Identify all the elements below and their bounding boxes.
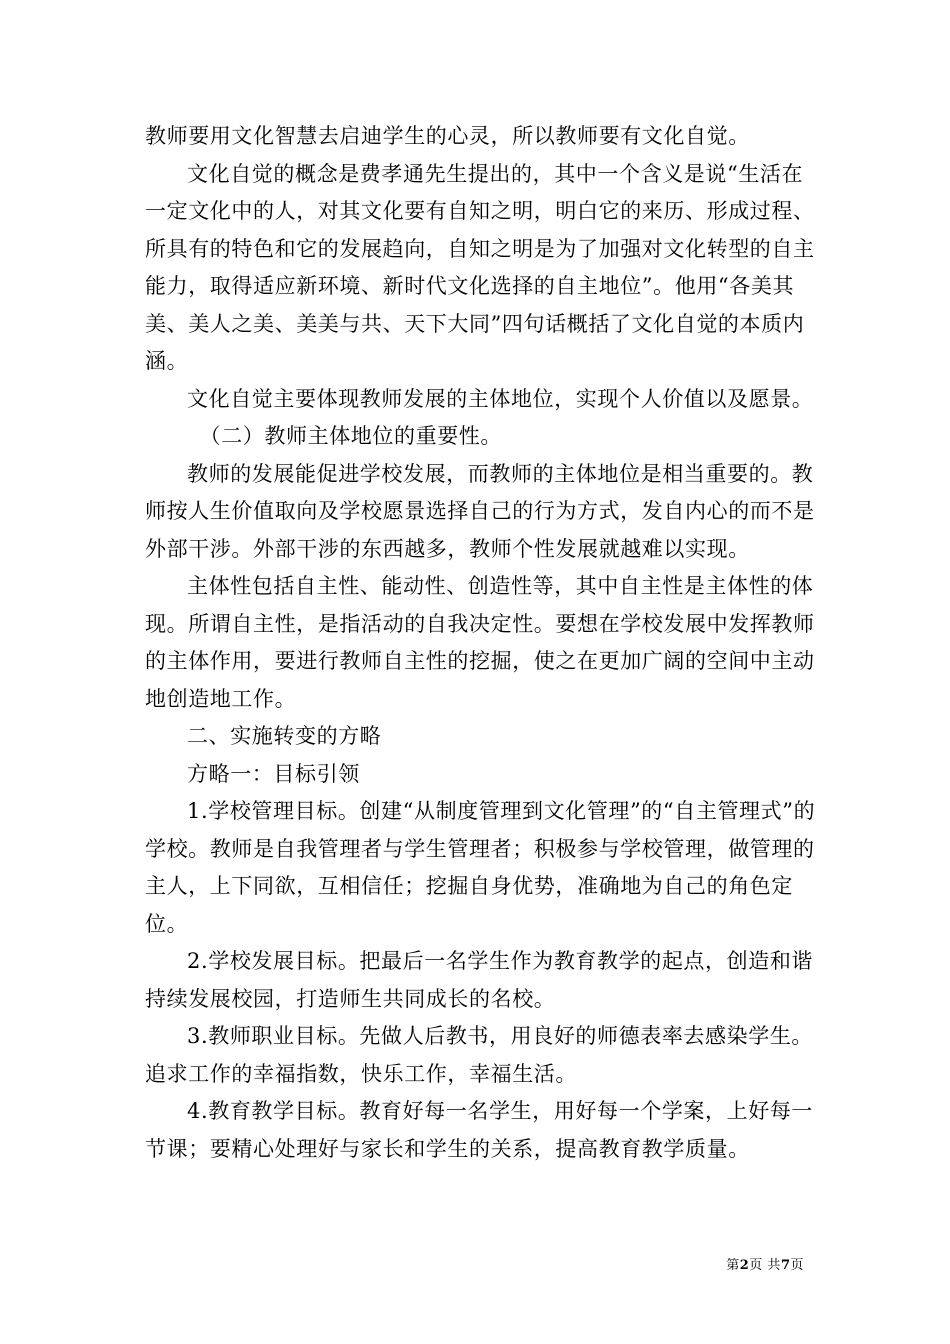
paragraph-1: 教师要用文化智慧去启迪学生的心灵，所以教师要有文化自觉。 [145, 124, 750, 148]
section-heading-2: （二）教师主体地位的重要性。 [199, 424, 502, 448]
goal-item-3: 3.教师职业目标。先做人后教书，用良好的师德表率去感染学生。追求工作的幸福指数，快乐工作，幸福生活。 [145, 1024, 814, 1086]
page-footer [726, 1254, 804, 1273]
strategy-heading-1: 方略一：目标引领 [187, 761, 360, 786]
paragraph-4: 教师的发展能促进学校发展，而教师的主体地位是相当重要的。教师按人生价值取向及学校愿景选择自己的行为方式，发自内心的而不是外部干涉。外部干涉的东西越多，教师个性发展就越难以实现。 [145, 461, 815, 561]
total-page-number: 7 [780, 1258, 791, 1273]
footer-middle: 页 共 [749, 1258, 781, 1273]
footer-prefix: 第 [726, 1258, 740, 1273]
paragraph-5: 主体性包括自主性、能动性、创造性等，其中自主性是主体性的体现。所谓自主性，是指活动的自我决定性。要想在学校发展中发挥教师的主体作用，要进行教师自主性的挖掘，使之在更加广阔的空间中主动地创造地工作。 [145, 574, 815, 711]
goal-item-2: 2.学校发展目标。把最后一名学生作为教育教学的起点，创造和谐持续发展校园，打造师生共同成长的名校。 [145, 949, 814, 1011]
body-text [145, 118, 817, 1168]
current-page-number: 2 [739, 1258, 750, 1273]
paragraph-3: 文化自觉主要体现教师发展的主体地位，实现个人价值以及愿景。 [187, 386, 814, 411]
footer-suffix: 页 [790, 1258, 804, 1273]
goal-item-1: 1.学校管理目标。创建“从制度管理到文化管理”的“自主管理式”的学校。教师是自我管理者与学生管理者；积极参与学校管理，做管理的主人，上下同欲，互相信任；挖掘自身优势，准确地为自己的角色定位。 [145, 799, 816, 936]
paragraph-2: 文化自觉的概念是费孝通先生提出的，其中一个含义是说“生活在一定文化中的人，对其文化要有自知之明，明白它的来历、形成过程、所具有的特色和它的发展趋向，自知之明是为了加强对文化转型的自主能力，取得适应新环境、新时代文化选择的自主地位”。他用“各美其美、美人之美、美美与共、天下大同”四句话概括了文化自觉的本质内涵。 [145, 161, 815, 373]
goal-item-4: 4.教育教学目标。教育好每一名学生，用好每一个学案，上好每一节课；要精心处理好与家长和学生的关系，提高教育教学质量。 [145, 1099, 814, 1161]
section-heading-strategies: 二、实施转变的方略 [187, 724, 382, 748]
